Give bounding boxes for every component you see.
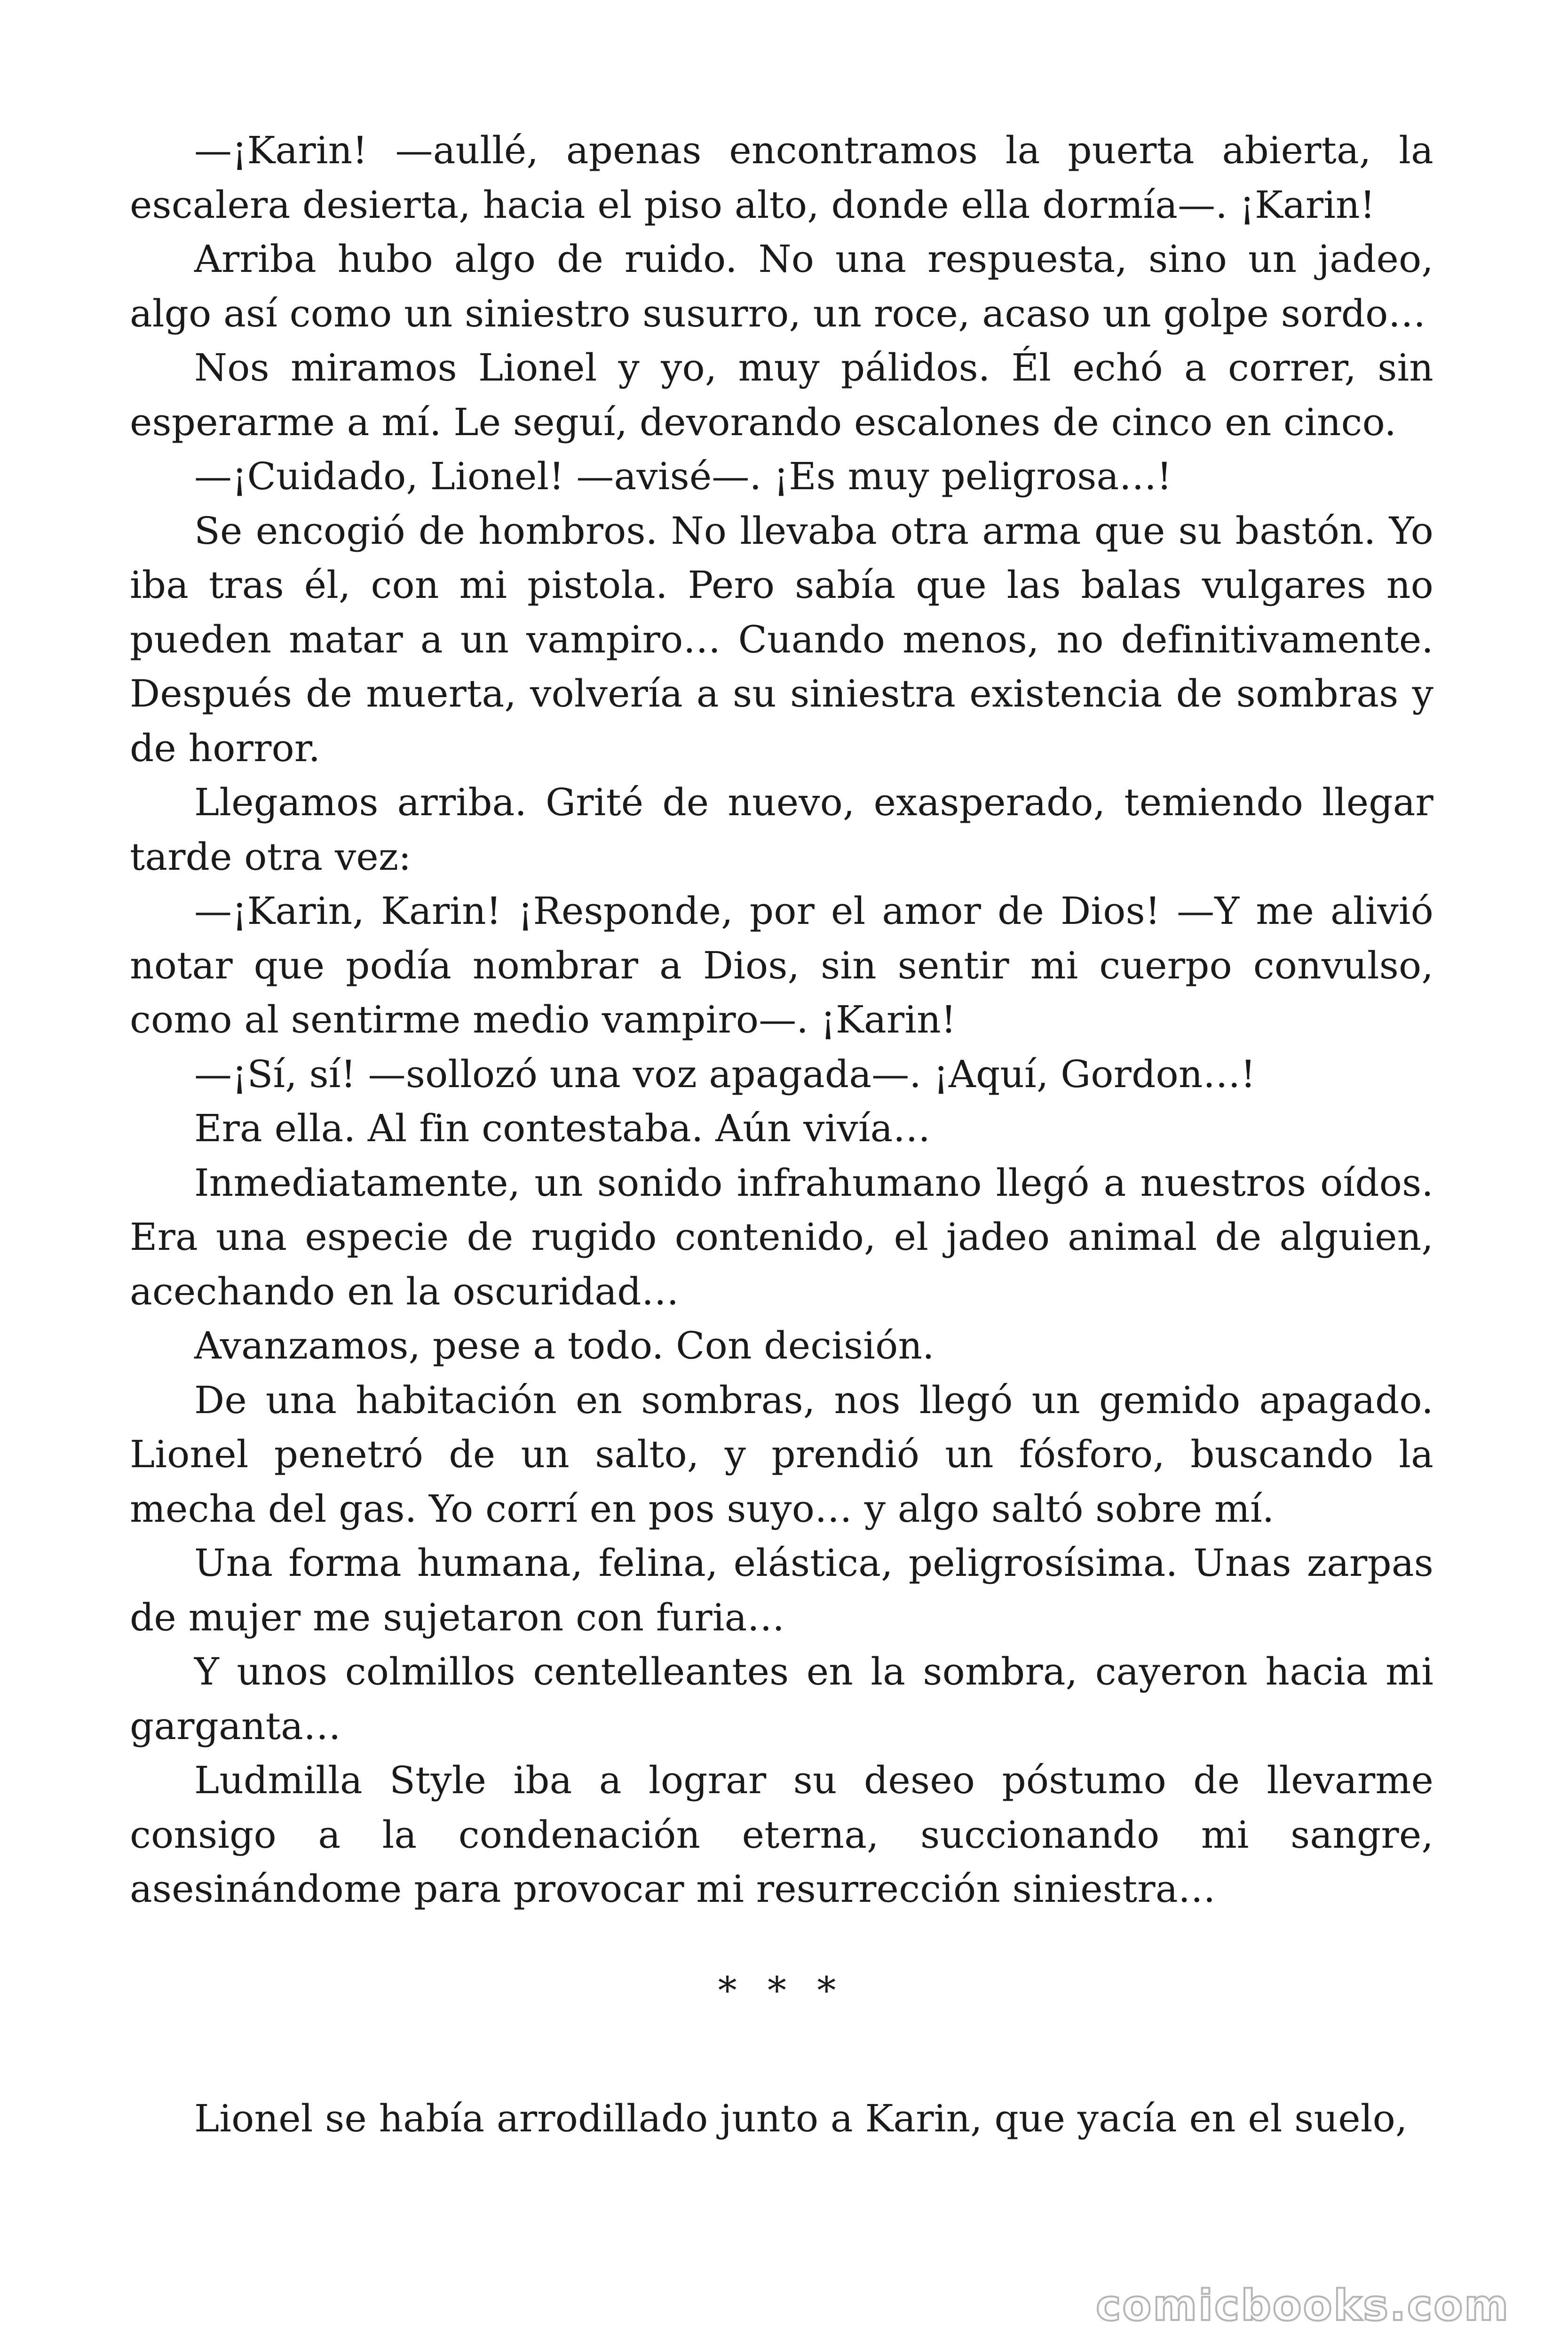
paragraph: Inmediatamente, un sonido infrahumano llegó a nuestros oídos. Era una especie de rugido contenido, el jadeo animal de alguien, acechando en la oscuridad… bbox=[130, 1160, 1433, 1313]
text-body bbox=[130, 123, 1433, 2145]
paragraph: Ludmilla Style iba a lograr su deseo póstumo de llevarme consigo a la condenación eterna, succionando mi sangre, asesinándome para provocar mi resurrección siniestra… bbox=[130, 1758, 1433, 1911]
paragraph: Se encogió de hombros. No llevaba otra arma que su bastón. Yo iba tras él, con mi pistola. Pero sabía que las balas vulgares no pueden matar a un vampiro… Cuando menos, no definitivamente. Después de muerta, volvería a su siniestra existencia de sombras y de horror. bbox=[130, 509, 1433, 770]
paragraph: Avanzamos, pese a todo. Con decisión. bbox=[194, 1324, 934, 1367]
paragraph: De una habitación en sombras, nos llegó un gemido apagado. Lionel penetró de un salto, y prendió un fósforo, buscando la mecha del gas. Yo corrí en pos suyo… y algo saltó sobre mí. bbox=[130, 1378, 1433, 1531]
closing-paragraph: Lionel se había arrodillado junto a Karin, que yacía en el suelo, bbox=[194, 2096, 1408, 2140]
paragraph: Era ella. Al fin contestaba. Aún vivía… bbox=[194, 1106, 931, 1150]
paragraph: Y unos colmillos centelleantes en la sombra, cayeron hacia mi garganta… bbox=[130, 1650, 1433, 1748]
paragraph: —¡Sí, sí! —sollozó una voz apagada—. ¡Aquí, Gordon…! bbox=[194, 1052, 1256, 1096]
paragraph: —¡Karin, Karin! ¡Responde, por el amor de Dios! —Y me alivió notar que podía nombrar a Dios, sin sentir mi cuerpo convulso, como al sentirme medio vampiro—. ¡Karin! bbox=[130, 889, 1433, 1041]
paragraph: Llegamos arriba. Grité de nuevo, exasperado, temiendo llegar tarde otra vez: bbox=[130, 780, 1433, 879]
section-separator: * * * bbox=[718, 1968, 846, 2012]
paragraph: Una forma humana, felina, elástica, peligrosísima. Unas zarpas de mujer me sujetaron con furia… bbox=[130, 1541, 1433, 1639]
watermark-logo: comicbooks.com bbox=[1096, 2281, 1510, 2330]
paragraph: Nos miramos Lionel y yo, muy pálidos. Él echó a correr, sin esperarme a mí. Le seguí, devorando escalones de cinco en cinco. bbox=[130, 346, 1433, 444]
paragraph: —¡Cuidado, Lionel! —avisé—. ¡Es muy peligrosa…! bbox=[194, 454, 1172, 498]
paragraph: —¡Karin! —aullé, apenas encontramos la puerta abierta, la escalera desierta, hacia el piso alto, donde ella dormía—. ¡Karin! bbox=[130, 128, 1433, 227]
paragraph: Arriba hubo algo de ruido. No una respuesta, sino un jadeo, algo así como un siniestro susurro, un roce, acaso un golpe sordo… bbox=[130, 237, 1433, 335]
